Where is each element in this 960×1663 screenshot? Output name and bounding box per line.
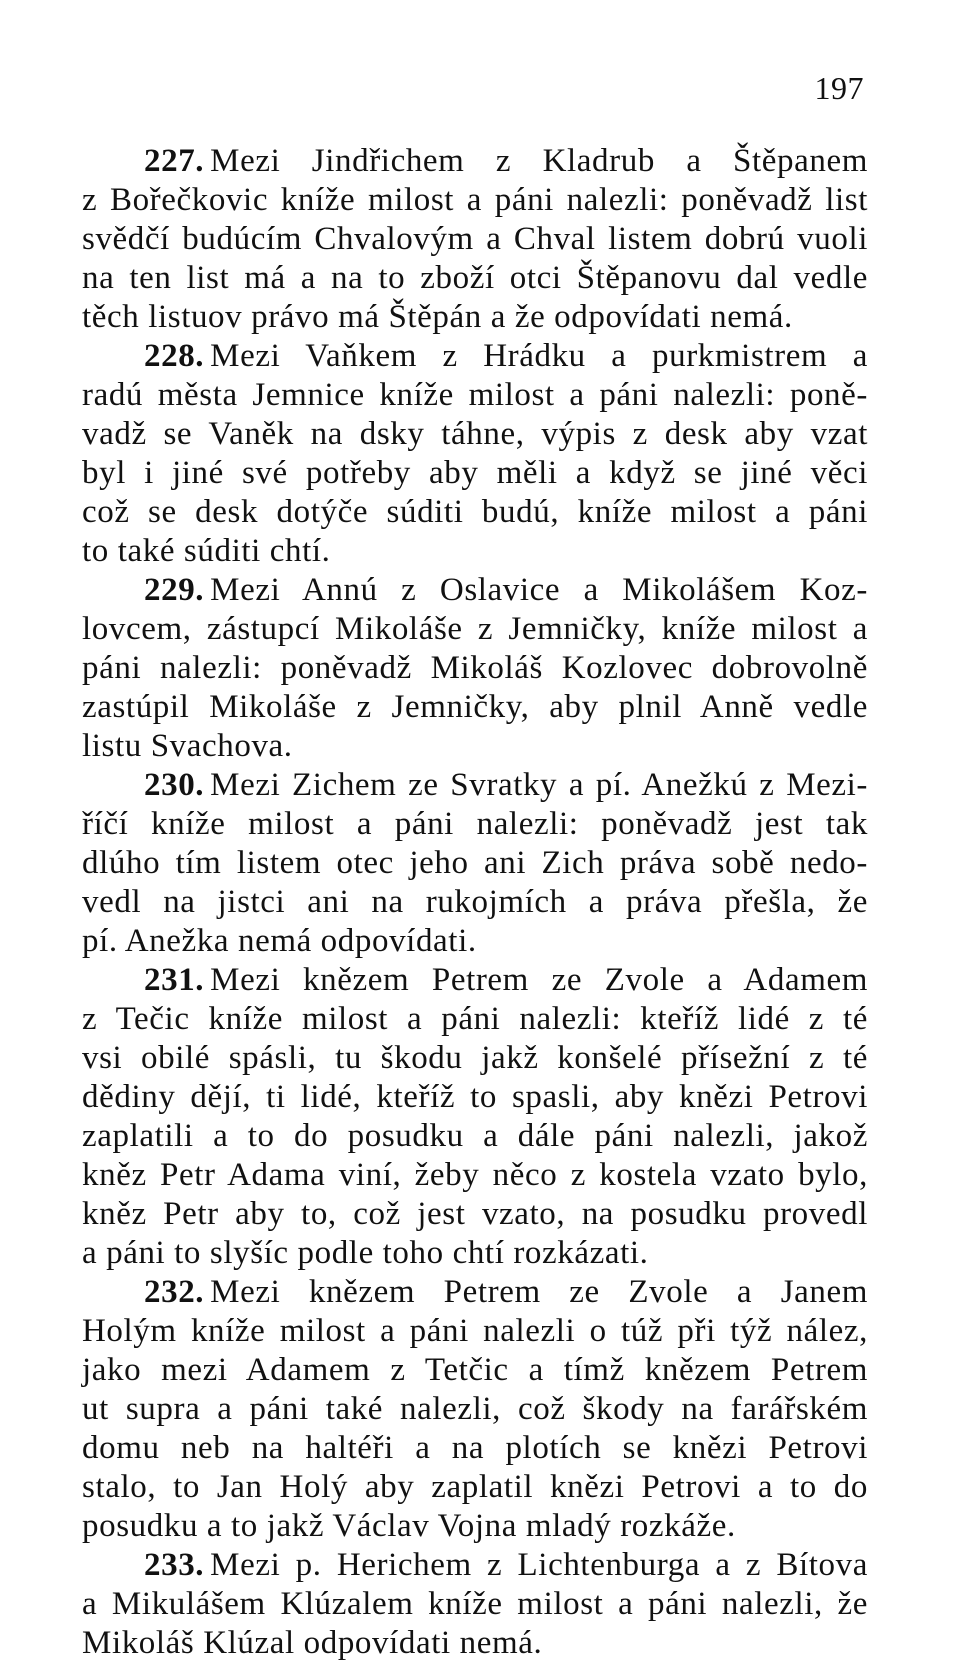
- entry-number: 228.: [144, 338, 205, 374]
- text-line: dědiny dějí, ti lidé, kteříž to spasli, aby knězi Petrovi: [82, 1079, 868, 1115]
- text-line: kněz Petr Adama viní, žeby něco z kostela vzato bylo,: [82, 1157, 868, 1193]
- text-line: 227. Mezi Jindřichem z Kladrub a Štěpanem: [144, 143, 868, 179]
- text-line: posudku a to jakž Václav Vojna mladý rozkáže.: [82, 1508, 736, 1544]
- entry-229: [82, 571, 868, 766]
- text-line: to také súditi chtí.: [82, 533, 331, 569]
- entry-231: [82, 961, 868, 1273]
- entry-number: 231.: [144, 962, 205, 998]
- entry-number: 227.: [144, 143, 205, 179]
- page-text: [82, 142, 868, 1663]
- text-line: dlúho tím listem otec jeho ani Zich práva sobě nedo-: [82, 845, 868, 881]
- text-line: a páni to slyšíc podle toho chtí rozkázati.: [82, 1235, 649, 1271]
- entry-228: [82, 337, 868, 571]
- text-line: 230. Mezi Zichem ze Svratky a pí. Anežkú z Mezi-: [144, 767, 868, 803]
- text-line: lovcem, zástupcí Mikoláše z Jemničky, kníže milost a: [82, 611, 868, 647]
- text-line: stalo, to Jan Holý aby zaplatil knězi Petrovi a to do: [82, 1469, 868, 1505]
- text-line: Holým kníže milost a páni nalezli o túž při týž nález,: [82, 1313, 868, 1349]
- entry-number: 229.: [144, 572, 205, 608]
- entry-230: [82, 766, 868, 961]
- text-line: ut supra a páni také nalezli, což škody na farářském: [82, 1391, 868, 1427]
- text-line: vadž se Vaněk na dsky táhne, výpis z desk aby vzat: [82, 416, 868, 452]
- text-line: těch listuov právo má Štěpán a že odpovídati nemá.: [82, 299, 793, 335]
- text-line: Mikoláš Klúzal odpovídati nemá.: [82, 1625, 543, 1661]
- entry-number: 233.: [144, 1547, 205, 1583]
- text-line: 231. Mezi knězem Petrem ze Zvole a Adamem: [144, 962, 868, 998]
- text-line: radú města Jemnice kníže milost a páni nalezli: poně-: [82, 377, 868, 413]
- text-line: vsi obilé spásli, tu škodu jakž konšelé přísežní z té: [82, 1040, 868, 1076]
- text-line: na ten list má a na to zboží otci Štěpanovu dal vedle: [82, 260, 868, 296]
- text-line: jako mezi Adamem z Tetčic a tímž knězem Petrem: [82, 1352, 868, 1388]
- text-line: říčí kníže milost a páni nalezli: poněvadž jest tak: [82, 806, 868, 842]
- entry-227: [82, 142, 868, 337]
- text-line: zaplatili a to do posudku a dále páni nalezli, jakož: [82, 1118, 868, 1154]
- text-line: páni nalezli: poněvadž Mikoláš Kozlovec dobrovolně: [82, 650, 868, 686]
- text-line: z Bořečkovic kníže milost a páni nalezli: poněvadž list: [82, 182, 868, 218]
- text-line: zastúpil Mikoláše z Jemničky, aby plnil Anně vedle: [82, 689, 868, 725]
- text-line: 233. Mezi p. Herichem z Lichtenburga a z Bítova: [144, 1547, 868, 1583]
- text-line: vedl na jistci ani na rukojmích a práva přešla, že: [82, 884, 868, 920]
- text-line: 229. Mezi Annú z Oslavice a Mikolášem Koz-: [144, 572, 868, 608]
- text-line: kněz Petr aby to, což jest vzato, na posudku provedl: [82, 1196, 868, 1232]
- entry-number: 230.: [144, 767, 205, 803]
- text-line: 232. Mezi knězem Petrem ze Zvole a Janem: [144, 1274, 868, 1310]
- entry-232: [82, 1273, 868, 1546]
- text-line: svědčí budúcím Chvalovým a Chval listem dobrú vuoli: [82, 221, 868, 257]
- entry-233: [82, 1546, 868, 1663]
- text-line: a Mikulášem Klúzalem kníže milost a páni nalezli, že: [82, 1586, 868, 1622]
- text-line: což se desk dotýče súditi budú, kníže milost a páni: [82, 494, 868, 530]
- page-number: 197: [814, 70, 864, 106]
- text-line: 228. Mezi Vaňkem z Hrádku a purkmistrem a: [144, 338, 868, 374]
- text-line: listu Svachova.: [82, 728, 293, 764]
- text-line: byl i jiné své potřeby aby měli a když se jiné věci: [82, 455, 868, 491]
- entry-number: 232.: [144, 1274, 205, 1310]
- text-line: pí. Anežka nemá odpovídati.: [82, 923, 477, 959]
- text-line: domu neb na haltéři a na plotích se knězi Petrovi: [82, 1430, 868, 1466]
- text-line: z Tečic kníže milost a páni nalezli: kteříž lidé z té: [82, 1001, 868, 1037]
